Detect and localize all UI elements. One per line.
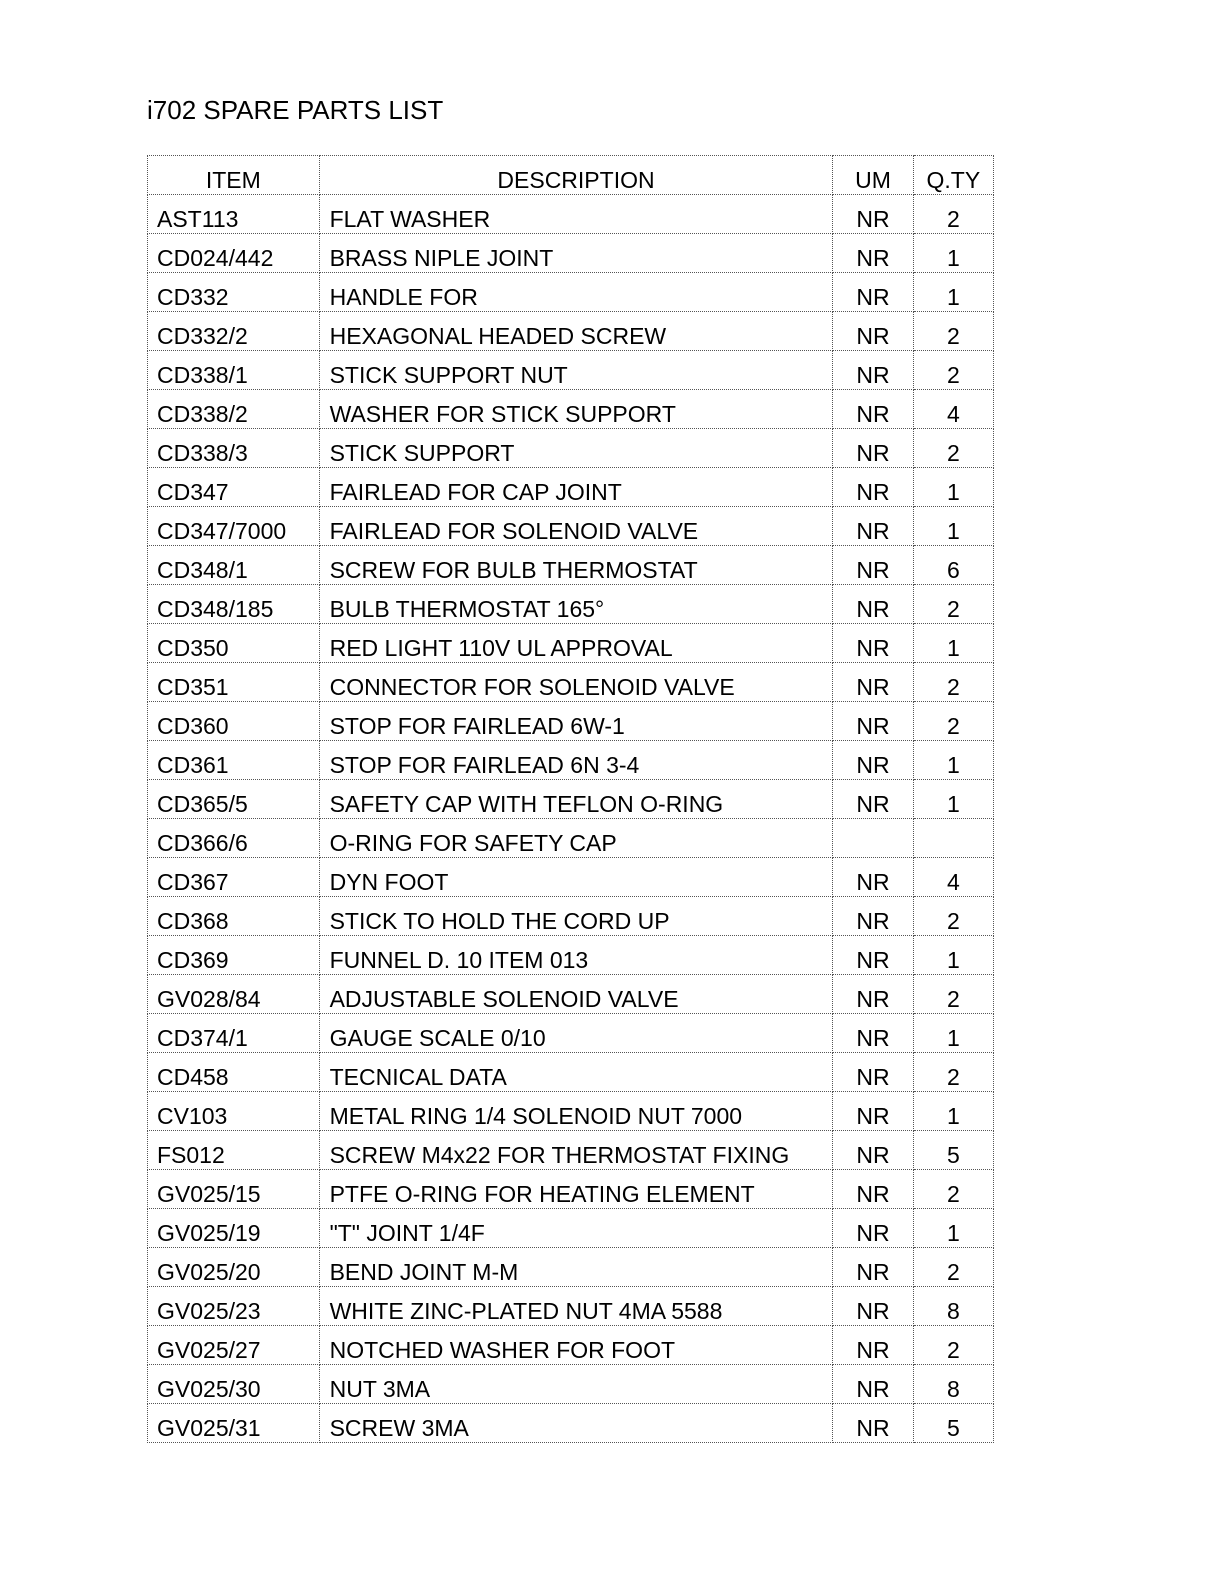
cell-qty: 6: [913, 546, 993, 585]
column-header-um: UM: [833, 156, 913, 195]
cell-description: "T" JOINT 1/4F: [319, 1209, 833, 1248]
cell-qty: 1: [913, 936, 993, 975]
cell-um: NR: [833, 1092, 913, 1131]
cell-description: STOP FOR FAIRLEAD 6W-1: [319, 702, 833, 741]
cell-um: NR: [833, 858, 913, 897]
cell-description: HEXAGONAL HEADED SCREW: [319, 312, 833, 351]
cell-description: PTFE O-RING FOR HEATING ELEMENT: [319, 1170, 833, 1209]
cell-description: GAUGE SCALE 0/10: [319, 1014, 833, 1053]
cell-item: GV028/84: [148, 975, 320, 1014]
cell-qty: 2: [913, 1326, 993, 1365]
cell-item: CD366/6: [148, 819, 320, 858]
cell-um: NR: [833, 468, 913, 507]
cell-item: CD347: [148, 468, 320, 507]
cell-item: CD338/2: [148, 390, 320, 429]
column-header-item: ITEM: [148, 156, 320, 195]
cell-qty: 8: [913, 1365, 993, 1404]
cell-description: NUT 3MA: [319, 1365, 833, 1404]
cell-qty: 2: [913, 312, 993, 351]
cell-description: TECNICAL DATA: [319, 1053, 833, 1092]
cell-um: NR: [833, 1209, 913, 1248]
page-title: i702 SPARE PARTS LIST: [147, 95, 444, 125]
table-row: [148, 351, 994, 390]
cell-description: FUNNEL D. 10 ITEM 013: [319, 936, 833, 975]
table-row: [148, 897, 994, 936]
table-row: [148, 1131, 994, 1170]
table-row: [148, 1248, 994, 1287]
cell-item: GV025/30: [148, 1365, 320, 1404]
cell-qty: 2: [913, 1053, 993, 1092]
cell-item: GV025/23: [148, 1287, 320, 1326]
cell-item: AST113: [148, 195, 320, 234]
cell-description: STICK SUPPORT: [319, 429, 833, 468]
cell-item: CD348/1: [148, 546, 320, 585]
cell-item: GV025/31: [148, 1404, 320, 1443]
cell-qty: 2: [913, 1248, 993, 1287]
cell-item: CD347/7000: [148, 507, 320, 546]
cell-description: FAIRLEAD FOR CAP JOINT: [319, 468, 833, 507]
cell-qty: 2: [913, 351, 993, 390]
cell-item: GV025/19: [148, 1209, 320, 1248]
cell-description: BULB THERMOSTAT 165°: [319, 585, 833, 624]
cell-item: CD361: [148, 741, 320, 780]
cell-item: CD365/5: [148, 780, 320, 819]
cell-um: NR: [833, 702, 913, 741]
cell-um: NR: [833, 1053, 913, 1092]
table-row: [148, 1287, 994, 1326]
cell-qty: [913, 819, 993, 858]
cell-item: CV103: [148, 1092, 320, 1131]
cell-description: WASHER FOR STICK SUPPORT: [319, 390, 833, 429]
table-row: [148, 312, 994, 351]
cell-item: CD360: [148, 702, 320, 741]
cell-qty: 1: [913, 624, 993, 663]
table-header-row: [148, 156, 994, 195]
cell-qty: 1: [913, 741, 993, 780]
cell-um: NR: [833, 546, 913, 585]
cell-qty: 2: [913, 663, 993, 702]
table-row: [148, 663, 994, 702]
table-row: [148, 1326, 994, 1365]
cell-qty: 1: [913, 468, 993, 507]
table-row: [148, 585, 994, 624]
cell-description: RED LIGHT 110V UL APPROVAL: [319, 624, 833, 663]
cell-um: NR: [833, 1248, 913, 1287]
cell-um: NR: [833, 663, 913, 702]
cell-qty: 1: [913, 1014, 993, 1053]
cell-description: STICK TO HOLD THE CORD UP: [319, 897, 833, 936]
cell-description: STICK SUPPORT NUT: [319, 351, 833, 390]
cell-um: NR: [833, 780, 913, 819]
cell-um: NR: [833, 1326, 913, 1365]
cell-description: WHITE ZINC-PLATED NUT 4MA 5588: [319, 1287, 833, 1326]
cell-item: CD332: [148, 273, 320, 312]
cell-item: CD338/3: [148, 429, 320, 468]
table-row: [148, 936, 994, 975]
cell-um: NR: [833, 234, 913, 273]
cell-item: CD374/1: [148, 1014, 320, 1053]
cell-description: SCREW M4x22 FOR THERMOSTAT FIXING: [319, 1131, 833, 1170]
cell-description: DYN FOOT: [319, 858, 833, 897]
table-row: [148, 1365, 994, 1404]
cell-item: CD332/2: [148, 312, 320, 351]
cell-qty: 1: [913, 507, 993, 546]
cell-description: HANDLE FOR: [319, 273, 833, 312]
table-row: [148, 1209, 994, 1248]
cell-item: CD348/185: [148, 585, 320, 624]
cell-um: NR: [833, 1287, 913, 1326]
cell-um: NR: [833, 624, 913, 663]
cell-description: SCREW 3MA: [319, 1404, 833, 1443]
table-row: [148, 819, 994, 858]
cell-description: BRASS NIPLE JOINT: [319, 234, 833, 273]
cell-um: NR: [833, 351, 913, 390]
table-row: [148, 546, 994, 585]
cell-qty: 8: [913, 1287, 993, 1326]
cell-qty: 2: [913, 1170, 993, 1209]
cell-description: STOP FOR FAIRLEAD 6N 3-4: [319, 741, 833, 780]
cell-qty: 5: [913, 1131, 993, 1170]
table-row: [148, 1404, 994, 1443]
column-header-description: DESCRIPTION: [319, 156, 833, 195]
cell-description: O-RING FOR SAFETY CAP: [319, 819, 833, 858]
cell-item: CD350: [148, 624, 320, 663]
table-row: [148, 1092, 994, 1131]
cell-um: NR: [833, 1170, 913, 1209]
cell-um: NR: [833, 1365, 913, 1404]
cell-item: GV025/20: [148, 1248, 320, 1287]
cell-qty: 2: [913, 897, 993, 936]
table-row: [148, 741, 994, 780]
table-row: [148, 390, 994, 429]
cell-description: BEND JOINT M-M: [319, 1248, 833, 1287]
cell-um: NR: [833, 1131, 913, 1170]
table-row: [148, 1170, 994, 1209]
table-body: [148, 195, 994, 1443]
table-row: [148, 468, 994, 507]
cell-item: CD351: [148, 663, 320, 702]
cell-description: FAIRLEAD FOR SOLENOID VALVE: [319, 507, 833, 546]
cell-qty: 5: [913, 1404, 993, 1443]
cell-item: CD338/1: [148, 351, 320, 390]
table-row: [148, 1053, 994, 1092]
cell-qty: 1: [913, 1209, 993, 1248]
cell-um: NR: [833, 741, 913, 780]
cell-um: NR: [833, 1014, 913, 1053]
cell-um: NR: [833, 390, 913, 429]
table-row: [148, 975, 994, 1014]
cell-item: FS012: [148, 1131, 320, 1170]
table-row: [148, 234, 994, 273]
cell-um: NR: [833, 312, 913, 351]
cell-um: NR: [833, 585, 913, 624]
cell-item: CD369: [148, 936, 320, 975]
cell-qty: 1: [913, 780, 993, 819]
cell-qty: 1: [913, 234, 993, 273]
cell-qty: 2: [913, 702, 993, 741]
cell-um: NR: [833, 975, 913, 1014]
cell-um: NR: [833, 273, 913, 312]
cell-qty: 4: [913, 390, 993, 429]
cell-qty: 2: [913, 975, 993, 1014]
cell-item: GV025/27: [148, 1326, 320, 1365]
spare-parts-table: [147, 155, 994, 1443]
cell-description: SAFETY CAP WITH TEFLON O-RING: [319, 780, 833, 819]
cell-um: NR: [833, 195, 913, 234]
table-row: [148, 624, 994, 663]
cell-um: NR: [833, 429, 913, 468]
cell-item: CD458: [148, 1053, 320, 1092]
cell-qty: 2: [913, 195, 993, 234]
cell-qty: 2: [913, 585, 993, 624]
table-row: [148, 1014, 994, 1053]
table-row: [148, 195, 994, 234]
table-row: [148, 702, 994, 741]
cell-qty: 1: [913, 1092, 993, 1131]
table-row: [148, 507, 994, 546]
column-header-qty: Q.TY: [913, 156, 993, 195]
cell-um: NR: [833, 936, 913, 975]
cell-description: METAL RING 1/4 SOLENOID NUT 7000: [319, 1092, 833, 1131]
cell-um: [833, 819, 913, 858]
cell-um: NR: [833, 897, 913, 936]
cell-qty: 2: [913, 429, 993, 468]
cell-um: NR: [833, 507, 913, 546]
cell-item: CD367: [148, 858, 320, 897]
table-row: [148, 273, 994, 312]
cell-description: SCREW FOR BULB THERMOSTAT: [319, 546, 833, 585]
cell-description: NOTCHED WASHER FOR FOOT: [319, 1326, 833, 1365]
cell-item: CD024/442: [148, 234, 320, 273]
cell-qty: 1: [913, 273, 993, 312]
table-row: [148, 429, 994, 468]
cell-item: GV025/15: [148, 1170, 320, 1209]
cell-item: CD368: [148, 897, 320, 936]
cell-description: ADJUSTABLE SOLENOID VALVE: [319, 975, 833, 1014]
table-row: [148, 780, 994, 819]
cell-description: CONNECTOR FOR SOLENOID VALVE: [319, 663, 833, 702]
table-row: [148, 858, 994, 897]
cell-qty: 4: [913, 858, 993, 897]
cell-um: NR: [833, 1404, 913, 1443]
cell-description: FLAT WASHER: [319, 195, 833, 234]
